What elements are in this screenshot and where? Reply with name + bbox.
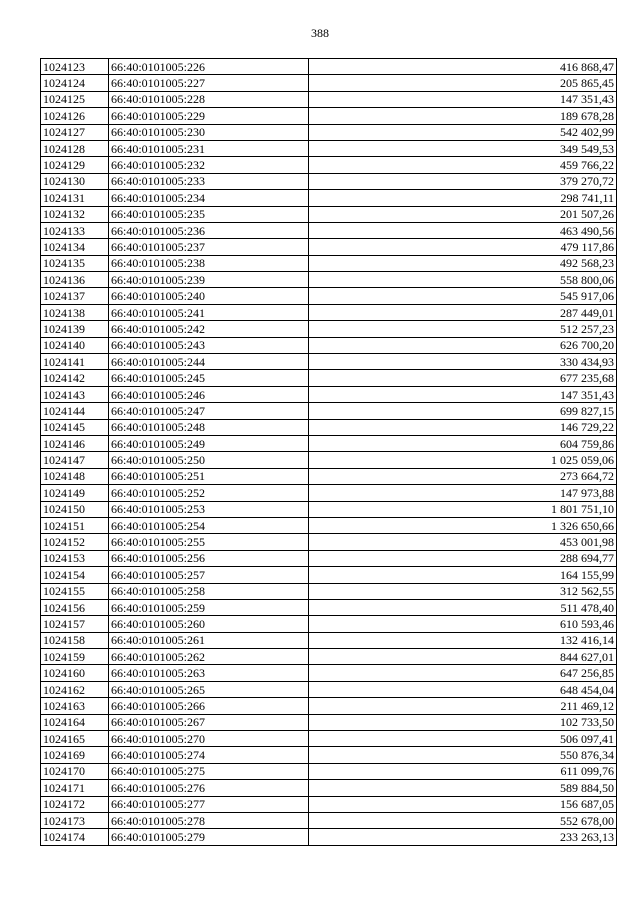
row-number-cell: 1024140: [41, 337, 109, 353]
cadastral-number-cell: 66:40:0101005:239: [109, 272, 309, 288]
row-number-cell: 1024128: [41, 140, 109, 156]
table-row: [41, 567, 617, 583]
cadastral-number-cell: 66:40:0101005:266: [109, 698, 309, 714]
row-number-cell: 1024145: [41, 419, 109, 435]
cadastral-value-cell: 647 256,85: [309, 665, 617, 681]
cadastral-value-cell: 463 490,56: [309, 222, 617, 238]
cadastral-number-cell: 66:40:0101005:226: [109, 59, 309, 75]
row-number-cell: 1024134: [41, 239, 109, 255]
cadastral-value-cell: 844 627,01: [309, 649, 617, 665]
cadastral-value-cell: 492 568,23: [309, 255, 617, 271]
table-row: [41, 649, 617, 665]
cadastral-value-cell: 205 865,45: [309, 75, 617, 91]
cadastral-value-cell: 211 469,12: [309, 698, 617, 714]
table-row: [41, 386, 617, 402]
cadastral-value-cell: 273 664,72: [309, 468, 617, 484]
table-row: [41, 206, 617, 222]
row-number-cell: 1024142: [41, 370, 109, 386]
row-number-cell: 1024158: [41, 632, 109, 648]
row-number-cell: 1024169: [41, 747, 109, 763]
cadastral-value-cell: 511 478,40: [309, 599, 617, 615]
cadastral-number-cell: 66:40:0101005:236: [109, 222, 309, 238]
row-number-cell: 1024131: [41, 190, 109, 206]
table-row: [41, 698, 617, 714]
cadastral-value-cell: 558 800,06: [309, 272, 617, 288]
cadastral-number-cell: 66:40:0101005:263: [109, 665, 309, 681]
table-row: [41, 59, 617, 75]
row-number-cell: 1024129: [41, 157, 109, 173]
cadastral-value-cell: 611 099,76: [309, 763, 617, 779]
cadastral-value-cell: 156 687,05: [309, 796, 617, 812]
table-row: [41, 435, 617, 451]
cadastral-number-cell: 66:40:0101005:274: [109, 747, 309, 763]
row-number-cell: 1024138: [41, 304, 109, 320]
table-row: [41, 681, 617, 697]
row-number-cell: 1024152: [41, 534, 109, 550]
table-row: [41, 108, 617, 124]
cadastral-value-cell: 506 097,41: [309, 731, 617, 747]
table-row: [41, 157, 617, 173]
table-row: [41, 403, 617, 419]
row-number-cell: 1024159: [41, 649, 109, 665]
row-number-cell: 1024164: [41, 714, 109, 730]
cadastral-number-cell: 66:40:0101005:278: [109, 812, 309, 828]
cadastral-value-cell: 349 549,53: [309, 140, 617, 156]
row-number-cell: 1024153: [41, 550, 109, 566]
table-row: [41, 550, 617, 566]
cadastral-number-cell: 66:40:0101005:231: [109, 140, 309, 156]
cadastral-number-cell: 66:40:0101005:234: [109, 190, 309, 206]
cadastral-value-table: [40, 58, 617, 846]
cadastral-value-cell: 312 562,55: [309, 583, 617, 599]
row-number-cell: 1024143: [41, 386, 109, 402]
row-number-cell: 1024139: [41, 321, 109, 337]
row-number-cell: 1024162: [41, 681, 109, 697]
cadastral-value-cell: 648 454,04: [309, 681, 617, 697]
row-number-cell: 1024141: [41, 354, 109, 370]
cadastral-value-cell: 699 827,15: [309, 403, 617, 419]
cadastral-number-cell: 66:40:0101005:260: [109, 616, 309, 632]
table-row: [41, 91, 617, 107]
row-number-cell: 1024154: [41, 567, 109, 583]
table-row: [41, 583, 617, 599]
cadastral-value-cell: 545 917,06: [309, 288, 617, 304]
row-number-cell: 1024125: [41, 91, 109, 107]
table-row: [41, 485, 617, 501]
cadastral-number-cell: 66:40:0101005:246: [109, 386, 309, 402]
cadastral-number-cell: 66:40:0101005:254: [109, 517, 309, 533]
cadastral-number-cell: 66:40:0101005:235: [109, 206, 309, 222]
cadastral-number-cell: 66:40:0101005:250: [109, 452, 309, 468]
table-row: [41, 354, 617, 370]
row-number-cell: 1024144: [41, 403, 109, 419]
table-row: [41, 321, 617, 337]
cadastral-number-cell: 66:40:0101005:279: [109, 829, 309, 845]
table-row: [41, 616, 617, 632]
cadastral-number-cell: 66:40:0101005:229: [109, 108, 309, 124]
cadastral-value-cell: 298 741,11: [309, 190, 617, 206]
table-row: [41, 747, 617, 763]
row-number-cell: 1024147: [41, 452, 109, 468]
cadastral-value-cell: 677 235,68: [309, 370, 617, 386]
row-number-cell: 1024135: [41, 255, 109, 271]
cadastral-value-cell: 146 729,22: [309, 419, 617, 435]
table-row: [41, 599, 617, 615]
cadastral-value-cell: 379 270,72: [309, 173, 617, 189]
cadastral-value-cell: 479 117,86: [309, 239, 617, 255]
cadastral-value-cell: 1 025 059,06: [309, 452, 617, 468]
table-row: [41, 124, 617, 140]
cadastral-number-cell: 66:40:0101005:265: [109, 681, 309, 697]
table-row: [41, 255, 617, 271]
cadastral-number-cell: 66:40:0101005:259: [109, 599, 309, 615]
row-number-cell: 1024127: [41, 124, 109, 140]
cadastral-number-cell: 66:40:0101005:275: [109, 763, 309, 779]
row-number-cell: 1024170: [41, 763, 109, 779]
cadastral-value-cell: 589 884,50: [309, 780, 617, 796]
cadastral-value-cell: 189 678,28: [309, 108, 617, 124]
row-number-cell: 1024163: [41, 698, 109, 714]
cadastral-number-cell: 66:40:0101005:276: [109, 780, 309, 796]
cadastral-number-cell: 66:40:0101005:270: [109, 731, 309, 747]
cadastral-number-cell: 66:40:0101005:232: [109, 157, 309, 173]
row-number-cell: 1024171: [41, 780, 109, 796]
cadastral-value-cell: 604 759,86: [309, 435, 617, 451]
cadastral-value-cell: 550 876,34: [309, 747, 617, 763]
row-number-cell: 1024123: [41, 59, 109, 75]
row-number-cell: 1024137: [41, 288, 109, 304]
row-number-cell: 1024124: [41, 75, 109, 91]
table-row: [41, 829, 617, 845]
table-row: [41, 517, 617, 533]
cadastral-value-cell: 288 694,77: [309, 550, 617, 566]
cadastral-number-cell: 66:40:0101005:257: [109, 567, 309, 583]
cadastral-value-cell: 1 326 650,66: [309, 517, 617, 533]
table-row: [41, 632, 617, 648]
cadastral-value-cell: 552 678,00: [309, 812, 617, 828]
cadastral-value-cell: 132 416,14: [309, 632, 617, 648]
table-row: [41, 796, 617, 812]
cadastral-value-cell: 147 973,88: [309, 485, 617, 501]
cadastral-number-cell: 66:40:0101005:258: [109, 583, 309, 599]
cadastral-number-cell: 66:40:0101005:255: [109, 534, 309, 550]
row-number-cell: 1024148: [41, 468, 109, 484]
row-number-cell: 1024146: [41, 435, 109, 451]
cadastral-number-cell: 66:40:0101005:249: [109, 435, 309, 451]
row-number-cell: 1024150: [41, 501, 109, 517]
cadastral-value-cell: 1 801 751,10: [309, 501, 617, 517]
cadastral-value-cell: 416 868,47: [309, 59, 617, 75]
cadastral-number-cell: 66:40:0101005:227: [109, 75, 309, 91]
cadastral-number-cell: 66:40:0101005:243: [109, 337, 309, 353]
table-row: [41, 304, 617, 320]
table-row: [41, 190, 617, 206]
cadastral-value-cell: 542 402,99: [309, 124, 617, 140]
table-row: [41, 272, 617, 288]
row-number-cell: 1024160: [41, 665, 109, 681]
table-row: [41, 288, 617, 304]
cadastral-number-cell: 66:40:0101005:230: [109, 124, 309, 140]
table-row: [41, 501, 617, 517]
row-number-cell: 1024172: [41, 796, 109, 812]
table-row: [41, 222, 617, 238]
table-row: [41, 534, 617, 550]
row-number-cell: 1024132: [41, 206, 109, 222]
cadastral-number-cell: 66:40:0101005:244: [109, 354, 309, 370]
table-row: [41, 75, 617, 91]
table-row: [41, 665, 617, 681]
table-row: [41, 337, 617, 353]
cadastral-number-cell: 66:40:0101005:242: [109, 321, 309, 337]
row-number-cell: 1024173: [41, 812, 109, 828]
table-row: [41, 812, 617, 828]
table-row: [41, 370, 617, 386]
cadastral-value-cell: 233 263,13: [309, 829, 617, 845]
row-number-cell: 1024157: [41, 616, 109, 632]
cadastral-number-cell: 66:40:0101005:245: [109, 370, 309, 386]
cadastral-number-cell: 66:40:0101005:256: [109, 550, 309, 566]
table-row: [41, 763, 617, 779]
table-body: [41, 59, 617, 846]
cadastral-number-cell: 66:40:0101005:267: [109, 714, 309, 730]
cadastral-number-cell: 66:40:0101005:233: [109, 173, 309, 189]
cadastral-value-cell: 610 593,46: [309, 616, 617, 632]
row-number-cell: 1024136: [41, 272, 109, 288]
cadastral-value-cell: 147 351,43: [309, 386, 617, 402]
cadastral-value-cell: 287 449,01: [309, 304, 617, 320]
cadastral-number-cell: 66:40:0101005:240: [109, 288, 309, 304]
table-row: [41, 173, 617, 189]
cadastral-value-cell: 330 434,93: [309, 354, 617, 370]
table-row: [41, 419, 617, 435]
table-row: [41, 239, 617, 255]
row-number-cell: 1024126: [41, 108, 109, 124]
cadastral-number-cell: 66:40:0101005:261: [109, 632, 309, 648]
cadastral-number-cell: 66:40:0101005:277: [109, 796, 309, 812]
table-row: [41, 140, 617, 156]
cadastral-number-cell: 66:40:0101005:251: [109, 468, 309, 484]
cadastral-number-cell: 66:40:0101005:248: [109, 419, 309, 435]
cadastral-value-cell: 201 507,26: [309, 206, 617, 222]
cadastral-value-cell: 102 733,50: [309, 714, 617, 730]
row-number-cell: 1024133: [41, 222, 109, 238]
table-row: [41, 780, 617, 796]
cadastral-number-cell: 66:40:0101005:252: [109, 485, 309, 501]
cadastral-number-cell: 66:40:0101005:247: [109, 403, 309, 419]
table-row: [41, 731, 617, 747]
cadastral-value-cell: 453 001,98: [309, 534, 617, 550]
row-number-cell: 1024165: [41, 731, 109, 747]
table-row: [41, 714, 617, 730]
table-row: [41, 452, 617, 468]
cadastral-number-cell: 66:40:0101005:253: [109, 501, 309, 517]
row-number-cell: 1024130: [41, 173, 109, 189]
page-number: 388: [311, 26, 329, 40]
table-row: [41, 468, 617, 484]
cadastral-number-cell: 66:40:0101005:228: [109, 91, 309, 107]
row-number-cell: 1024151: [41, 517, 109, 533]
row-number-cell: 1024149: [41, 485, 109, 501]
cadastral-number-cell: 66:40:0101005:262: [109, 649, 309, 665]
cadastral-number-cell: 66:40:0101005:237: [109, 239, 309, 255]
row-number-cell: 1024156: [41, 599, 109, 615]
cadastral-value-cell: 164 155,99: [309, 567, 617, 583]
cadastral-value-cell: 147 351,43: [309, 91, 617, 107]
row-number-cell: 1024155: [41, 583, 109, 599]
cadastral-number-cell: 66:40:0101005:241: [109, 304, 309, 320]
cadastral-value-cell: 626 700,20: [309, 337, 617, 353]
row-number-cell: 1024174: [41, 829, 109, 845]
cadastral-value-cell: 459 766,22: [309, 157, 617, 173]
cadastral-value-cell: 512 257,23: [309, 321, 617, 337]
cadastral-number-cell: 66:40:0101005:238: [109, 255, 309, 271]
